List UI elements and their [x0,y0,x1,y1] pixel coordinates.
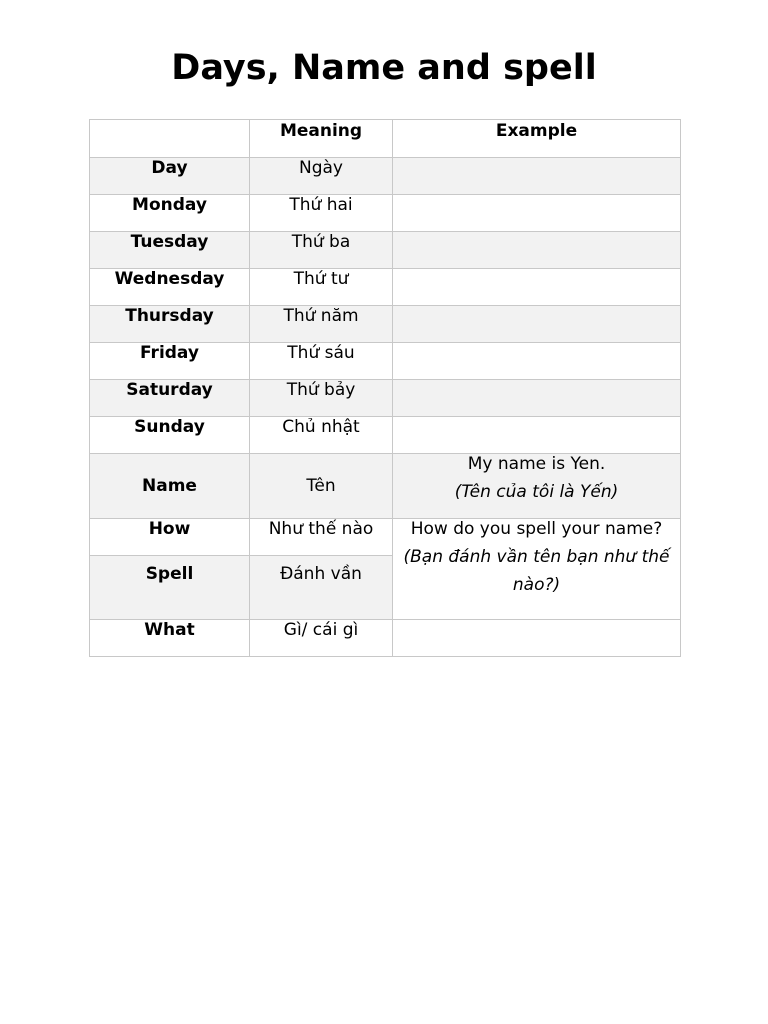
word-cell: Spell [90,556,250,620]
header-word [90,120,250,158]
word-cell: What [90,620,250,657]
table-row [90,620,681,657]
meaning-cell: Chủ nhật [250,417,393,454]
meaning-cell: Thứ bảy [250,380,393,417]
meaning-cell: Thứ sáu [250,343,393,380]
example-cell [393,620,681,657]
table-row [90,306,681,343]
table-row [90,454,681,519]
header-example: Example [393,120,681,158]
example-translation: (Bạn đánh vần tên bạn như thế nào?) [403,547,670,595]
table-row [90,158,681,195]
meaning-cell: Tên [250,454,393,519]
example-sentence: How do you spell your name? [410,519,663,539]
table-row [90,343,681,380]
example-cell [393,454,681,519]
word-cell: Name [90,454,250,519]
word-cell: Wednesday [90,269,250,306]
table-row [90,417,681,454]
example-cell [393,519,681,620]
meaning-cell: Thứ năm [250,306,393,343]
example-cell [393,232,681,269]
word-cell: Sunday [90,417,250,454]
meaning-cell: Gì/ cái gì [250,620,393,657]
table-header-row [90,120,681,158]
example-cell [393,158,681,195]
example-cell [393,417,681,454]
meaning-cell: Thứ tư [250,269,393,306]
table-row [90,380,681,417]
example-sentence: My name is Yen. [467,454,606,474]
meaning-cell: Đánh vần [250,556,393,620]
vocabulary-table [89,119,681,657]
example-translation: (Tên của tôi là Yến) [454,482,619,502]
example-cell [393,306,681,343]
meaning-cell: Ngày [250,158,393,195]
meaning-cell: Như thế nào [250,519,393,556]
table-row [90,269,681,306]
page-title: Days, Name and spell [171,48,597,88]
table-row [90,519,681,556]
example-cell [393,269,681,306]
table-row [90,195,681,232]
meaning-cell: Thứ hai [250,195,393,232]
meaning-cell: Thứ ba [250,232,393,269]
word-cell: Friday [90,343,250,380]
example-cell [393,195,681,232]
word-cell: How [90,519,250,556]
word-cell: Saturday [90,380,250,417]
header-meaning: Meaning [250,120,393,158]
word-cell: Thursday [90,306,250,343]
example-cell [393,343,681,380]
table-row [90,232,681,269]
example-cell [393,380,681,417]
word-cell: Monday [90,195,250,232]
word-cell: Tuesday [90,232,250,269]
word-cell: Day [90,158,250,195]
